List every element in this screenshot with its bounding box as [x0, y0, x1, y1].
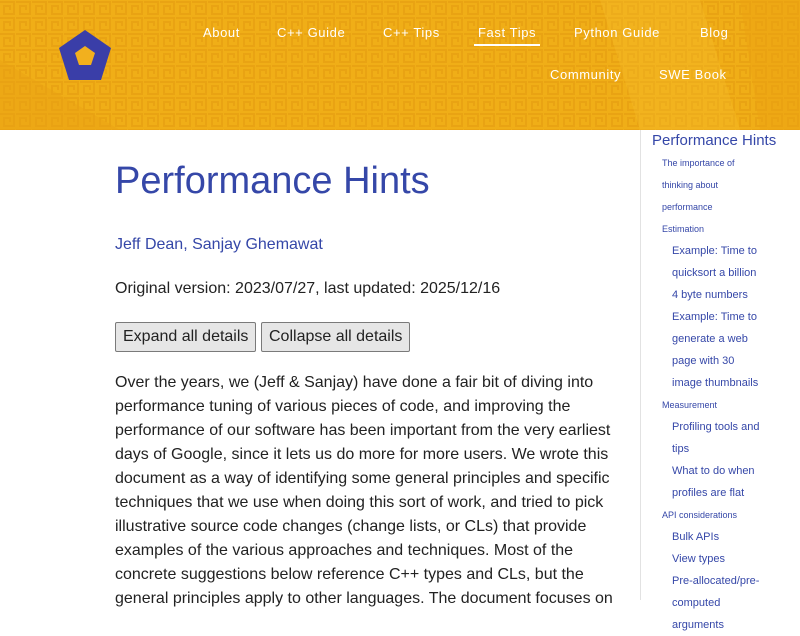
toc-item[interactable]: Estimation — [662, 224, 705, 234]
nav-cpp-tips[interactable]: C++ Tips — [383, 25, 440, 40]
page-title: Performance Hints — [115, 160, 430, 202]
author-separator: , — [183, 236, 193, 253]
nav-about[interactable]: About — [203, 25, 240, 40]
nav-cpp-guide[interactable]: C++ Guide — [277, 25, 346, 40]
site-header — [0, 0, 800, 130]
author-link-jeff[interactable]: Jeff Dean — [115, 236, 184, 253]
nav-fast-tips[interactable]: Fast Tips — [474, 25, 540, 46]
nav-swe-book[interactable]: SWE Book — [659, 67, 727, 82]
toc-item[interactable]: Example: Time to quicksort a billion 4 byte numbers — [672, 245, 757, 301]
toc-item[interactable]: What to do when profiles are flat — [672, 465, 755, 499]
authors — [115, 236, 323, 254]
intro-paragraph: Over the years, we (Jeff & Sanjay) have done a fair bit of diving into performance tuning of various pieces of code, and improving the performance of our software has been important from the very earliest days of Google, since it lets us do more for more users. We wrote this document as a way of identifying some general principles and specific techniques that we use when doing this sort of work, and tried to pick illustrative source code changes (change lists, or CLs) that provide examples of the various approaches and techniques. Most of the concrete suggestions below reference C++ types and CLs, but the general principles apply to other languages. The document focuses on — [115, 374, 613, 607]
toc-item[interactable]: The importance of thinking about performance — [662, 158, 735, 212]
toc-item[interactable]: Example: Time to generate a web page with 30 image thumbnails — [672, 311, 759, 389]
toc-item[interactable]: Profiling tools and tips — [672, 421, 760, 455]
toc-item[interactable]: View types — [672, 553, 725, 565]
site-logo[interactable] — [57, 28, 113, 82]
toc-item[interactable]: API considerations — [662, 510, 738, 520]
toc-divider — [640, 130, 641, 600]
table-of-contents — [652, 130, 800, 636]
toc-title-link[interactable]: Performance Hints — [652, 132, 777, 149]
author-link-sanjay[interactable]: Sanjay Ghemawat — [192, 236, 323, 253]
header-pattern — [0, 0, 800, 130]
toc-item[interactable]: Pre-allocated/pre-computed arguments — [672, 575, 760, 631]
collapse-all-button[interactable]: Collapse all details — [261, 322, 410, 352]
toc-item[interactable]: Measurement — [662, 400, 718, 410]
nav-python-guide[interactable]: Python Guide — [574, 25, 660, 40]
expand-all-button[interactable]: Expand all details — [115, 322, 256, 352]
toc-item[interactable]: Bulk APIs — [672, 531, 720, 543]
version-info: Original version: 2023/07/27, last updated: 2025/12/16 — [115, 280, 501, 297]
nav-blog[interactable]: Blog — [700, 25, 729, 40]
nav-community[interactable]: Community — [550, 67, 622, 82]
